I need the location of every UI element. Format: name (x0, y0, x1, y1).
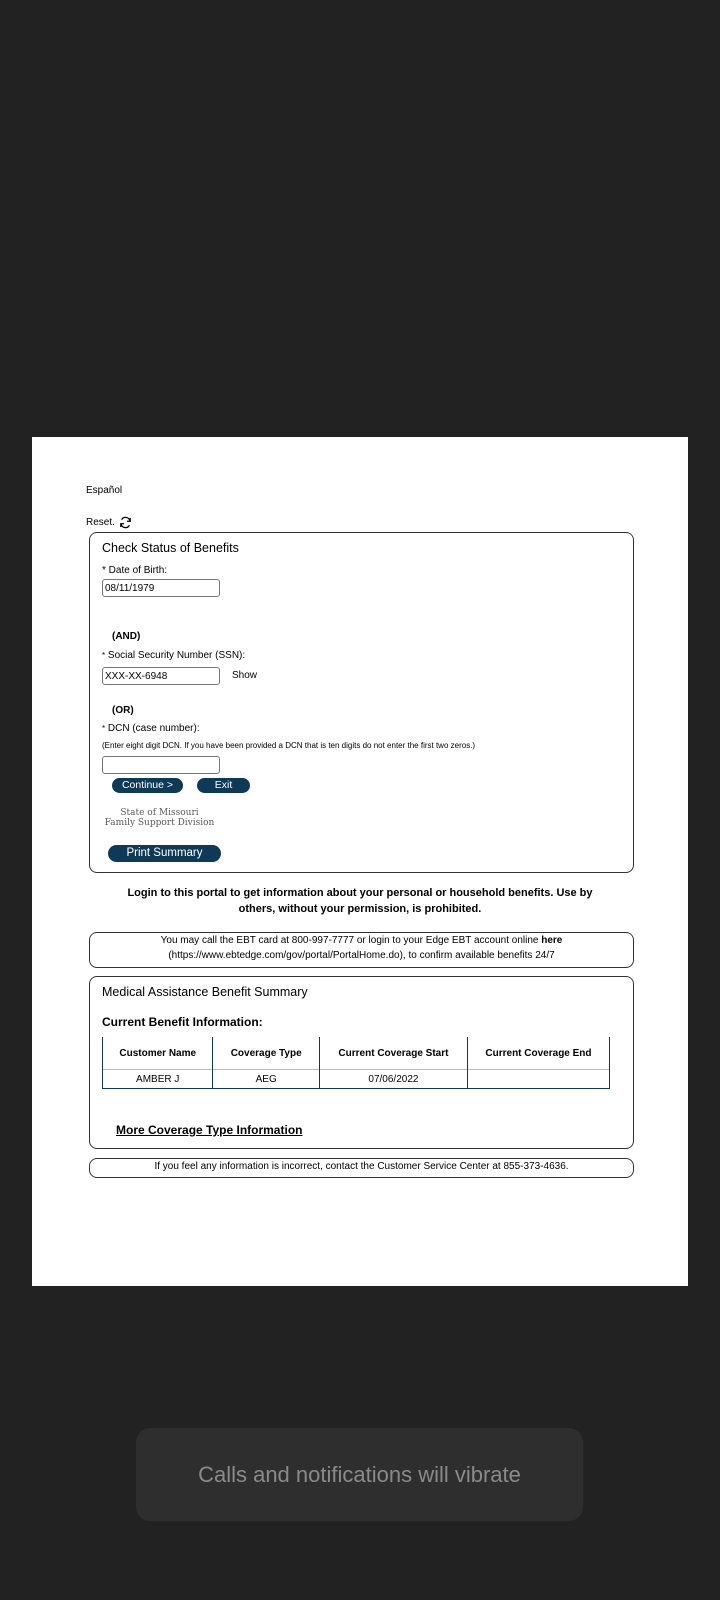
ssn-input[interactable]: XXX-XX-6948 (102, 667, 220, 685)
login-notice: Login to this portal to get information about your personal or household benefits. Use by others, without your permission, is prohibited. (127, 887, 593, 915)
required-marker: * (102, 651, 106, 660)
fsd-logo (102, 808, 217, 828)
dob-input[interactable]: 08/11/1979 (102, 579, 220, 597)
customer-service-text: If you feel any information is incorrect, contact the Customer Service Center at 855-373-4636. (154, 1161, 569, 1172)
reset-label: Reset. (86, 517, 115, 528)
required-marker: * (102, 724, 106, 733)
reset-control[interactable] (86, 516, 132, 529)
coverage-type-cell: AEG (213, 1070, 320, 1089)
dob-label: * Date of Birth: (102, 565, 168, 576)
dcn-label: DCN (case number): (107, 723, 200, 734)
current-benefit-heading: Current Benefit Information: (102, 1015, 263, 1029)
column-header: Coverage Type (213, 1037, 320, 1070)
ssn-label: Social Security Number (SSN): (107, 650, 246, 661)
ebt-line-2: (https://www.ebtedge.com/gov/portal/PortalHome.do), to confirm available benefits 24/7 (168, 950, 555, 961)
dcn-hint: (Enter eight digit DCN. If you have been provided a DCN that is ten digits do not enter the first two zeros.) (102, 741, 476, 750)
panel-title: Check Status of Benefits (102, 541, 239, 555)
dcn-label-row (102, 723, 200, 734)
ebt-info-box (89, 932, 634, 968)
or-label: (OR) (112, 705, 134, 716)
ssn-label-row (102, 650, 245, 661)
logo-line-2: Family Support Division (104, 818, 215, 828)
print-summary-button[interactable]: Print Summary (108, 845, 221, 862)
customer-service-box (89, 1158, 634, 1178)
logo-line-1: State of Missouri (120, 808, 199, 818)
dcn-input[interactable] (102, 756, 220, 774)
table-row (103, 1070, 610, 1089)
document-page (32, 437, 688, 1286)
column-header: Current Coverage Start (319, 1037, 467, 1070)
check-status-panel (89, 532, 634, 873)
coverage-header-row (103, 1037, 610, 1070)
vibrate-toast: Calls and notifications will vibrate (136, 1428, 583, 1521)
exit-button[interactable]: Exit (197, 778, 250, 793)
customer-name-cell: AMBER J (103, 1070, 213, 1089)
ebt-here-link[interactable]: here (541, 935, 563, 946)
coverage-end-cell (467, 1070, 609, 1089)
coverage-table (102, 1037, 610, 1089)
and-label: (AND) (112, 631, 141, 642)
espanol-link[interactable]: Español (86, 485, 123, 496)
ebt-text: You may call the EBT card at 800-997-7777 or login to your Edge EBT account online (160, 935, 542, 946)
show-ssn-toggle[interactable]: Show (232, 670, 258, 681)
coverage-start-cell: 07/06/2022 (319, 1070, 467, 1089)
continue-button[interactable]: Continue > (112, 778, 183, 793)
column-header: Current Coverage End (467, 1037, 609, 1070)
column-header: Customer Name (103, 1037, 213, 1070)
medical-title: Medical Assistance Benefit Summary (102, 985, 308, 999)
more-coverage-link[interactable]: More Coverage Type Information (116, 1123, 303, 1137)
refresh-icon[interactable] (119, 516, 132, 529)
medical-summary-panel (89, 976, 634, 1149)
ebt-line-1 (90, 933, 633, 948)
